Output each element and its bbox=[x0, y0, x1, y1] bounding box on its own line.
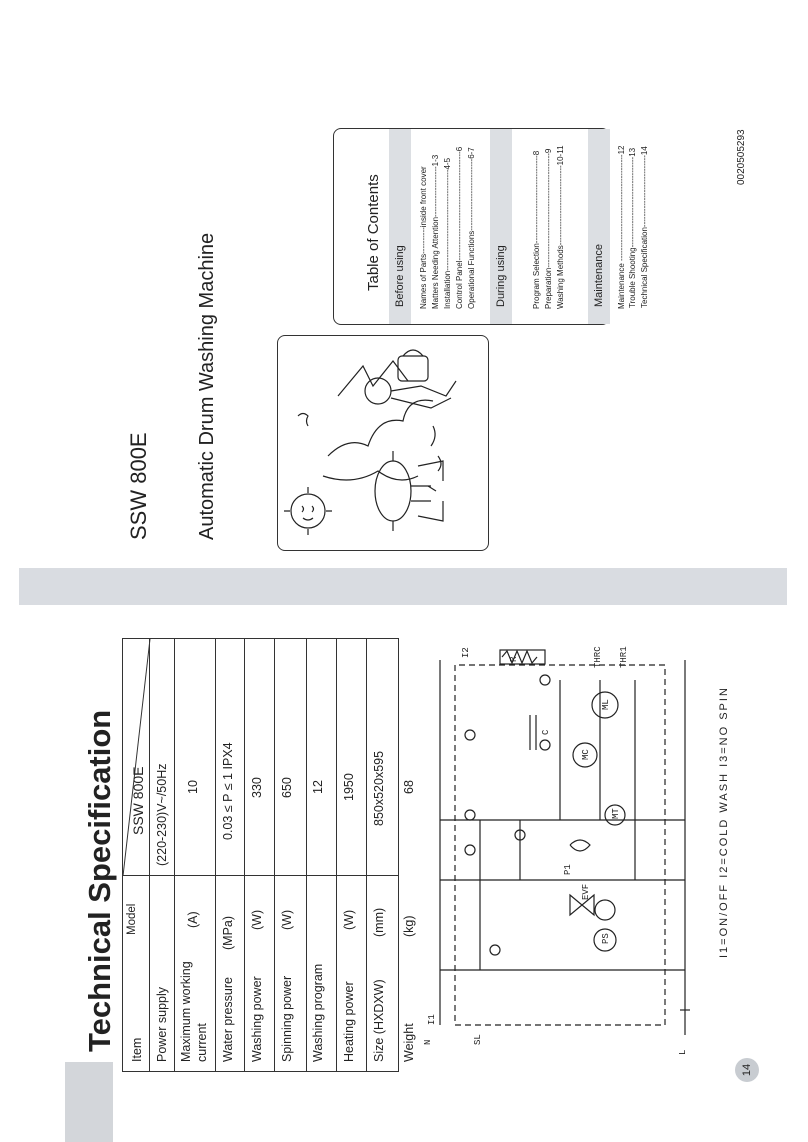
spec-row-value: 12 bbox=[311, 780, 325, 794]
toc-section-heading: During using bbox=[495, 245, 507, 307]
label-thrc: THRC bbox=[593, 646, 603, 668]
spec-header-model-label: Model bbox=[126, 903, 138, 935]
spec-row-item: Water pressure bbox=[221, 977, 235, 1062]
spec-row-value: 10 bbox=[186, 780, 200, 794]
cover-product-title: Automatic Drum Washing Machine bbox=[196, 232, 218, 540]
toc-item[interactable]: Names of Parts----------inside front cover bbox=[419, 166, 428, 309]
spec-row-unit: (A) bbox=[186, 911, 200, 928]
label-i1: I1 bbox=[427, 1014, 437, 1025]
toc-item[interactable]: Matters Needing Attention-------------------1-3 bbox=[431, 154, 440, 309]
spec-row-item: Washing program bbox=[311, 963, 325, 1062]
toc-item[interactable]: Technical Specification---------------------------14 bbox=[640, 146, 649, 308]
label-l: L bbox=[678, 1049, 688, 1055]
spec-row-item: Washing power bbox=[250, 976, 264, 1062]
wiring-diagram bbox=[420, 640, 720, 1065]
spec-row-unit: (mm) bbox=[372, 907, 386, 937]
spec-row-item: Size (HXDXW) bbox=[372, 979, 386, 1062]
page-number: 14 bbox=[741, 1063, 753, 1077]
spec-row-value: 68 bbox=[402, 780, 416, 794]
row-divider bbox=[336, 639, 337, 1071]
diagram-legend: I1=ON/OFF I2=COLD WASH I3=NO SPIN bbox=[718, 686, 730, 958]
cover-illustration bbox=[277, 335, 489, 551]
table-of-contents-box bbox=[333, 128, 626, 325]
toc-item[interactable]: Maintenance ----------------------------------------12 bbox=[617, 145, 626, 309]
spec-row-value: 850x520x595 bbox=[372, 750, 386, 826]
toc-item[interactable]: Operational Functions---------------------------6-7 bbox=[467, 147, 476, 309]
row-divider bbox=[244, 639, 245, 1071]
toc-item[interactable]: Control Panel-----------------------------------------6 bbox=[455, 146, 464, 309]
label-i2: I2 bbox=[461, 647, 471, 658]
column-divider bbox=[123, 875, 398, 876]
spec-row-unit: (kg) bbox=[402, 915, 416, 937]
spec-row-unit: (W) bbox=[342, 909, 356, 930]
label-n: N bbox=[423, 1039, 433, 1045]
label-sl: SL bbox=[473, 1034, 483, 1045]
spec-row-item: Power supply bbox=[155, 986, 169, 1062]
spec-row-value: 650 bbox=[280, 777, 294, 798]
section-divider-band bbox=[19, 568, 787, 605]
label-thr1: THR1 bbox=[619, 646, 629, 668]
cover-model: SSW 800E bbox=[126, 432, 151, 540]
toc-item[interactable]: Installation--------------------------------------4-5 bbox=[443, 157, 452, 309]
label-ps: PS bbox=[601, 933, 611, 944]
row-divider bbox=[366, 639, 367, 1071]
document-code: 0020505293 bbox=[736, 129, 747, 185]
spec-row-value: (220-230)V~/50Hz bbox=[155, 763, 169, 866]
label-mc: MC bbox=[581, 749, 591, 760]
page-number-badge bbox=[735, 1058, 759, 1082]
label-mt: MT bbox=[611, 808, 621, 819]
spec-row-value: 1950 bbox=[342, 773, 356, 801]
spec-row-unit: (W) bbox=[280, 909, 294, 930]
spec-row-unit: (W) bbox=[250, 909, 264, 930]
spec-title: Technical Specification bbox=[82, 709, 117, 1052]
toc-item[interactable]: Preparation-------------------------------------------9 bbox=[544, 148, 553, 309]
row-divider bbox=[274, 639, 275, 1071]
toc-title: Table of Contents bbox=[365, 174, 382, 291]
toc-item[interactable]: Washing Methods------------------------------10-11 bbox=[556, 145, 565, 309]
header-diagonal bbox=[123, 639, 150, 876]
spec-row-item: Weight bbox=[402, 1023, 416, 1062]
side-strip bbox=[65, 1062, 113, 1142]
label-evf: EVF bbox=[581, 883, 591, 900]
label-ml: ML bbox=[601, 699, 611, 710]
label-r: R bbox=[509, 656, 519, 662]
spec-header-item: Item bbox=[130, 1037, 144, 1062]
row-divider bbox=[215, 639, 216, 1071]
spec-header-model: SSW 800E bbox=[130, 766, 146, 835]
spec-row-item: Spinning power bbox=[280, 975, 294, 1062]
row-divider bbox=[306, 639, 307, 1071]
spec-row-value: 0.03 ≤ P ≤ 1 IPX4 bbox=[221, 742, 235, 840]
people-sketch-illustration bbox=[278, 336, 488, 550]
spec-row-item: Maximum working bbox=[179, 961, 193, 1062]
spec-row-item: Heating power bbox=[342, 981, 356, 1062]
spec-row-unit: (MPa) bbox=[221, 915, 235, 950]
toc-section-heading: Before using bbox=[394, 245, 406, 307]
row-divider bbox=[174, 639, 175, 1071]
label-p1: P1 bbox=[563, 864, 573, 875]
spec-row-value: 330 bbox=[250, 777, 264, 798]
label-c: C bbox=[541, 729, 551, 735]
toc-section-heading: Maintenance bbox=[593, 244, 605, 307]
toc-item[interactable]: Trouble Shooting----------------------------------13 bbox=[628, 147, 637, 308]
toc-item[interactable]: Program Selection---------------------------------8 bbox=[532, 150, 541, 309]
spec-row-item: current bbox=[195, 1023, 209, 1062]
